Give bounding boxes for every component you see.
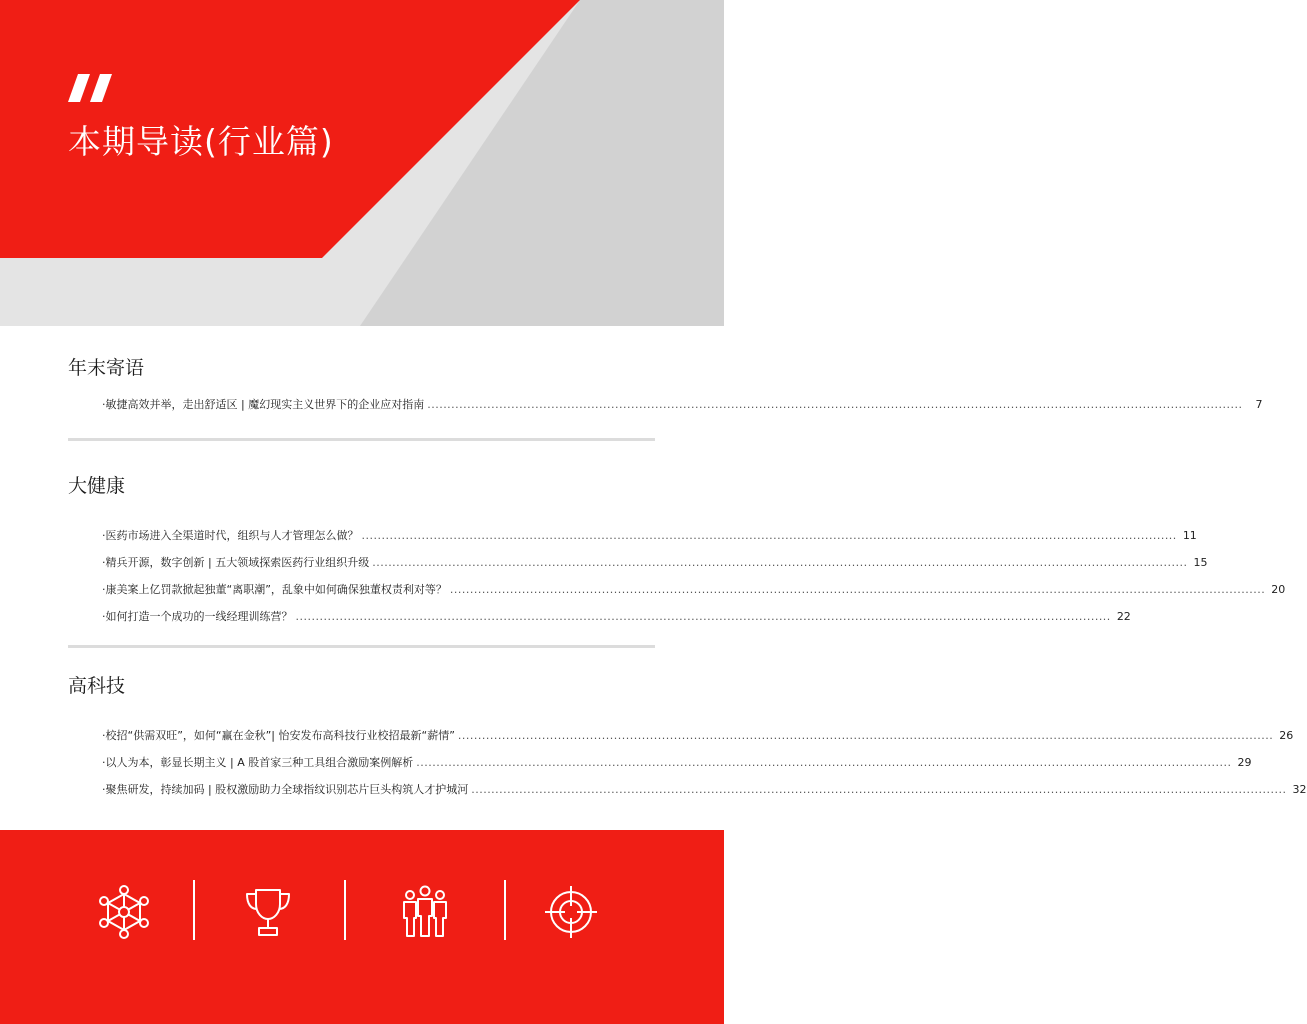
toc-item[interactable] (102, 776, 1307, 803)
toc-leader-dots (416, 749, 1231, 776)
section-divider (68, 645, 655, 648)
toc-item[interactable] (102, 549, 1208, 576)
page-title: 本期导读(行业篇) (68, 122, 334, 161)
toc-item[interactable] (102, 522, 1197, 549)
toc-item[interactable] (102, 576, 1286, 603)
trophy-icon (238, 882, 298, 942)
toc-leader-dots (450, 576, 1265, 603)
toc-leader-dots (362, 522, 1177, 549)
toc-leader-dots (458, 722, 1273, 749)
toc-item-page: 22 (1116, 610, 1131, 623)
toc-item-title: ·医药市场进入全渠道时代，组织与人才管理怎么做？ (102, 529, 359, 542)
toc-item-title: ·聚焦研发，持续加码 | 股权激励助力全球指纹识别芯片巨头构筑人才护城河 (102, 783, 469, 796)
toc-item[interactable] (102, 391, 1263, 418)
section-year-end-message (68, 354, 1263, 418)
footer-separator (193, 880, 195, 940)
toc-leader-dots (372, 549, 1187, 576)
toc-leader-dots (427, 391, 1242, 418)
toc-item-page: 32 (1292, 783, 1307, 796)
toc-item-title: ·康美案上亿罚款掀起独董“离职潮”，乱象中如何确保独董权责利对等？ (102, 583, 447, 596)
section-healthcare (68, 472, 1286, 630)
footer-separator (344, 880, 346, 940)
quote-mark-icon (68, 74, 114, 102)
toc-item-title: ·敏捷高效并举，走出舒适区 | 魔幻现实主义世界下的企业应对指南 (102, 398, 425, 411)
target-crosshair-icon (541, 882, 601, 942)
toc-list (68, 391, 1263, 418)
toc-item[interactable] (102, 603, 1131, 630)
toc-item-page: 15 (1193, 556, 1208, 569)
banner-background (0, 0, 724, 326)
toc-item-title: ·精兵开源，数字创新 | 五大领域探索医药行业组织升级 (102, 556, 370, 569)
toc-item-title: ·校招“供需双旺”，如何“赢在金秋”| 怡安发布高科技行业校招最新“薪情” (102, 729, 455, 742)
header-banner (0, 0, 724, 326)
section-heading: 年末寄语 (68, 357, 145, 379)
toc-list (68, 522, 1286, 630)
toc-item-page: 11 (1182, 529, 1197, 542)
section-heading: 高科技 (68, 675, 126, 697)
section-heading: 大健康 (68, 475, 126, 497)
footer-separator (504, 880, 506, 940)
toc-list (68, 722, 1307, 803)
toc-item[interactable] (102, 749, 1252, 776)
toc-item-page: 29 (1237, 756, 1252, 769)
toc-item-title: ·如何打造一个成功的一线经理训练营？ (102, 610, 293, 623)
section-high-tech (68, 672, 1307, 803)
toc-item-title: ·以人为本，彰显长期主义 | A 股首家三种工具组合激励案例解析 (102, 756, 414, 769)
toc-item-page: 20 (1271, 583, 1286, 596)
toc-item-page: 7 (1255, 398, 1263, 411)
toc-leader-dots (296, 603, 1111, 630)
toc-item[interactable] (102, 722, 1294, 749)
people-group-icon (395, 882, 455, 942)
network-hub-icon (94, 882, 154, 942)
section-divider (68, 438, 655, 441)
toc-leader-dots (471, 776, 1286, 803)
toc-item-page: 26 (1279, 729, 1294, 742)
footer-banner (0, 830, 724, 1024)
